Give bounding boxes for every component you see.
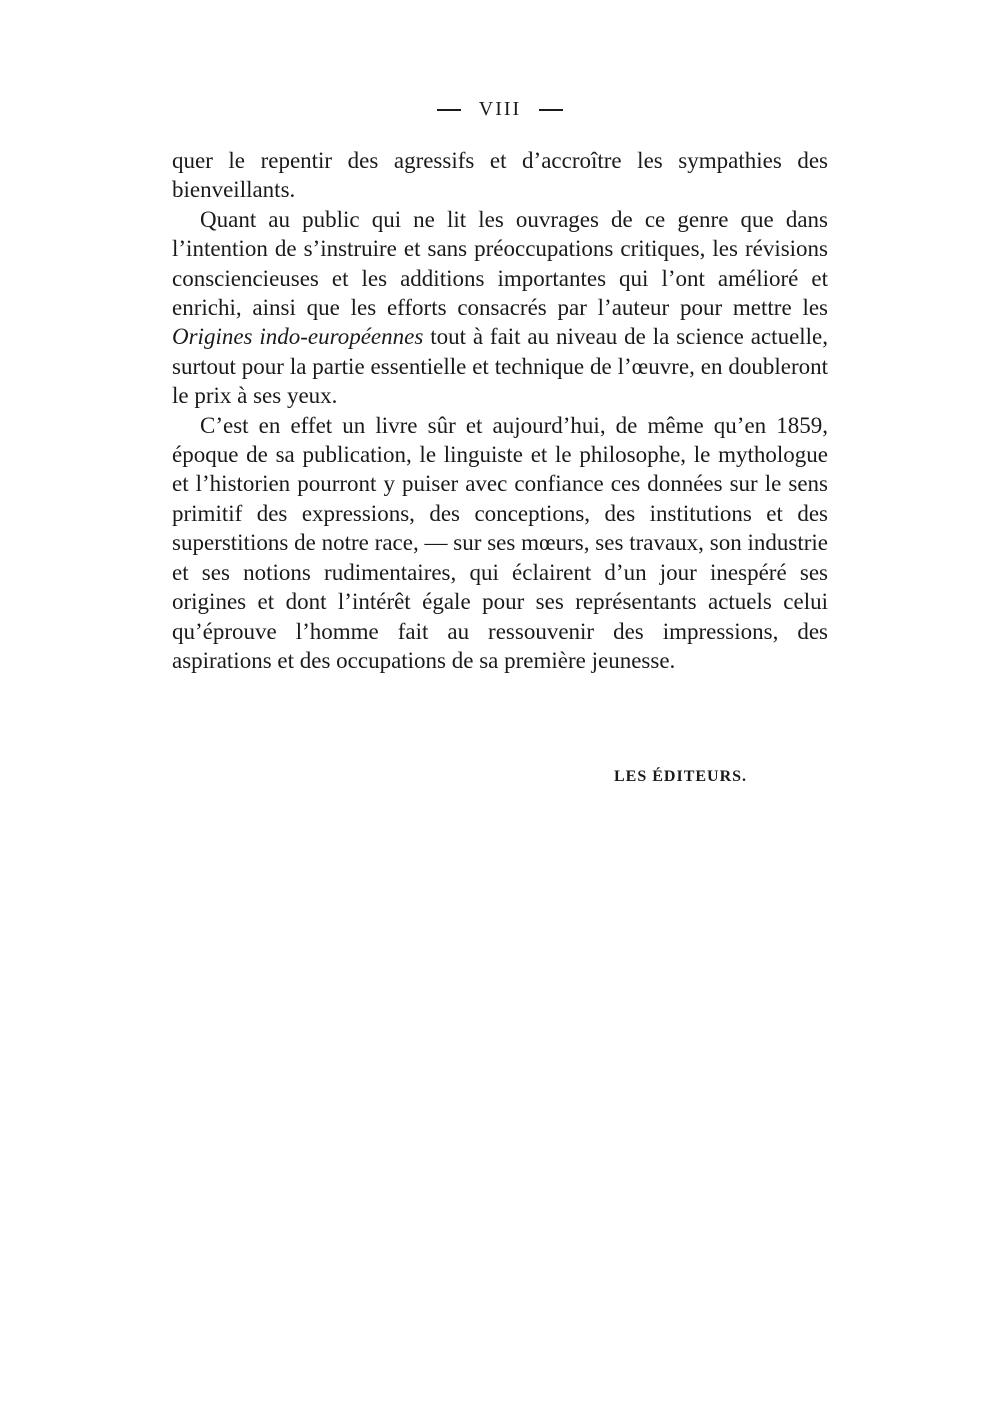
running-head: [0, 98, 1000, 121]
right-dash: [539, 109, 563, 111]
signature: LES ÉDITEURS.: [614, 768, 748, 785]
paragraph-public: [172, 205, 828, 411]
paragraph-public-part-2: tout à fait au niveau de la science actuelle, surtout pour la partie essentielle et technique de l’œuvre, en doubleront le prix à ses yeux.: [172, 324, 829, 409]
page-number: VIII: [478, 98, 522, 120]
body-text: [172, 146, 828, 675]
paragraph-public-part-1: Quant au public qui ne lit les ouvrages de ce genre que dans l’intention de s’instruire et sans préoccupations critiques, les révisions consciencieuses et les additions importantes qui l’ont amélioré et enrichi, ainsi que les efforts consacrés par l’auteur pour mettre les: [172, 206, 828, 321]
paragraph-conclusion: C’est en effet un livre sûr et aujourd’hui, de même qu’en 1859, époque de sa publication, le linguiste et le philosophe, le mythologue et l’historien pourront y puiser avec confiance ces données sur le sens primitif des expressions, des conceptions, des institutions et des superstitions de notre race, — sur ses mœurs, ses travaux, son industrie et ses notions rudimentaires, qui éclairent d’un jour inespéré ses origines et dont l’intérêt égale pour ses représentants actuels celui qu’éprouve l’homme fait au ressouvenir des impressions, des aspirations et des occupations de sa première jeunesse.: [172, 412, 828, 673]
left-dash: [437, 109, 461, 111]
book-title-italic: Origines indo-européennes: [172, 324, 424, 350]
paragraph-continued: quer le repentir des agressifs et d’accroître les sympathies des bienveillants.: [172, 148, 828, 203]
